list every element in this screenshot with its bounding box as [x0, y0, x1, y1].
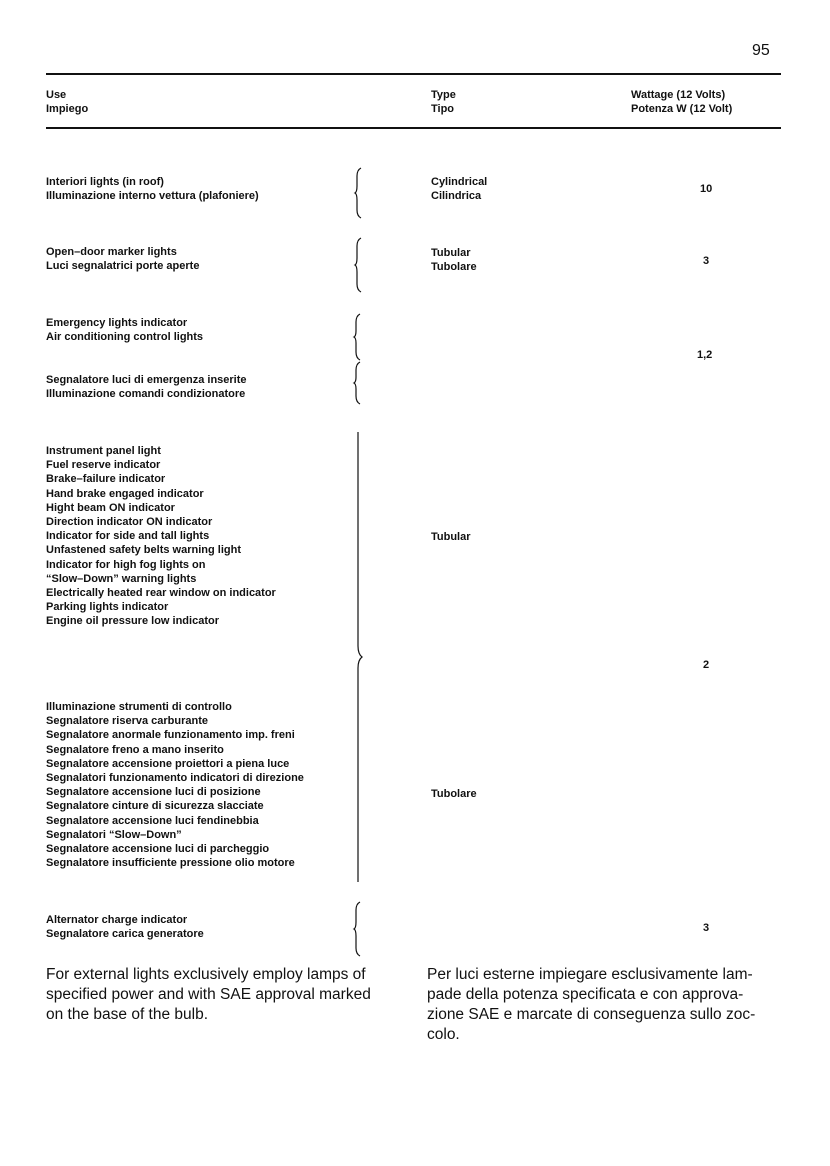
list-item: Segnalatore accensione proiettori a piena luce	[46, 757, 290, 770]
list-item: Instrument panel light	[46, 445, 161, 457]
group-open-door-items	[46, 245, 199, 273]
column-header-type: Type Tipo	[431, 89, 456, 115]
wattage-alternator: 3	[703, 922, 710, 934]
type-open-door: Tubular Tubolare	[431, 247, 477, 274]
list-item: Interiori lights (in roof)	[46, 176, 164, 188]
footnote-en: For external lights exclusively employ lamps of specified power and with SAE approval marked on the base of the bulb.	[46, 966, 371, 1023]
bracket-open-door	[355, 238, 365, 292]
list-item: Fuel reserve indicator	[46, 459, 161, 472]
list-item: Unfastened safety belts warning light	[46, 544, 241, 557]
list-item: Segnalatore accensione luci di parcheggio	[46, 843, 270, 856]
bracket-alternator	[354, 902, 364, 956]
list-item: Illuminazione interno vettura (plafoniere)	[46, 190, 259, 203]
list-item: Segnalatore carica generatore	[46, 928, 204, 941]
group-instruments-items-it	[46, 700, 304, 870]
list-item: Hand brake engaged indicator	[46, 487, 204, 500]
group-interior-items	[46, 175, 259, 203]
list-item: Segnalatori funzionamento indicatori di direzione	[46, 772, 304, 785]
type-instruments-en: Tubular	[431, 531, 471, 543]
wattage-instruments: 2	[703, 659, 710, 671]
list-item: Electrically heated rear window on indicator	[46, 587, 276, 600]
list-item: Alternator charge indicator	[46, 914, 188, 926]
list-item: Direction indicator ON indicator	[46, 516, 213, 529]
list-item: Segnalatore cinture di sicurezza slacciate	[46, 800, 264, 813]
list-item: Indicator for side and tall lights	[46, 530, 210, 543]
group-instruments-items-en	[46, 444, 276, 629]
list-item: Segnalatore accensione luci fendinebbia	[46, 814, 259, 827]
type-interior: Cylindrical Cilindrica	[431, 176, 488, 203]
footnote-it: Per luci esterne impiegare esclusivamente lam- pade della potenza specificata e con approva- zione SAE e marcate di conseguenza sullo zoc- colo.	[427, 966, 756, 1043]
group-emergency-items-it	[46, 373, 247, 401]
list-item: Indicator for high fog lights on	[46, 558, 206, 571]
list-item: Open–door marker lights	[46, 246, 177, 258]
column-header-wattage: Wattage (12 Volts) Potenza W (12 Volt)	[631, 89, 733, 115]
page-number: 95	[752, 42, 770, 59]
group-emergency-items-en	[46, 316, 203, 344]
list-item: Brake–failure indicator	[46, 473, 166, 486]
list-item: Segnalatore riserva carburante	[46, 715, 209, 728]
list-item: Segnalatore luci di emergenza inserite	[46, 374, 247, 386]
wattage-emergency: 1,2	[697, 349, 713, 361]
list-item: Luci segnalatrici porte aperte	[46, 260, 200, 273]
list-item: Segnalatori “Slow–Down”	[46, 828, 182, 841]
type-instruments-it: Tubolare	[431, 788, 477, 800]
list-item: Illuminazione strumenti di controllo	[46, 701, 232, 713]
list-item: Emergency lights indicator	[46, 317, 188, 329]
header-top-rule	[46, 73, 781, 75]
header-bottom-rule	[46, 127, 781, 129]
list-item: Segnalatore freno a mano inserito	[46, 743, 224, 756]
bracket-instruments	[352, 432, 366, 882]
group-alternator-items	[46, 913, 204, 941]
bracket-interior	[355, 168, 365, 218]
list-item: Air conditioning control lights	[46, 331, 204, 344]
list-item: Engine oil pressure low indicator	[46, 615, 219, 628]
list-item: Segnalatore anormale funzionamento imp. freni	[46, 729, 295, 742]
column-header-use: Use Impiego	[46, 89, 89, 115]
list-item: “Slow–Down” warning lights	[46, 572, 197, 585]
bracket-emergency-en	[354, 314, 364, 360]
list-item: Hight beam ON indicator	[46, 501, 175, 514]
list-item: Illuminazione comandi condizionatore	[46, 388, 246, 401]
wattage-interior: 10	[700, 183, 713, 195]
list-item: Segnalatore accensione luci di posizione	[46, 786, 261, 799]
list-item: Segnalatore insufficiente pressione olio motore	[46, 857, 295, 870]
list-item: Parking lights indicator	[46, 601, 169, 614]
bracket-emergency-it	[354, 362, 364, 404]
wattage-open-door: 3	[703, 255, 710, 267]
